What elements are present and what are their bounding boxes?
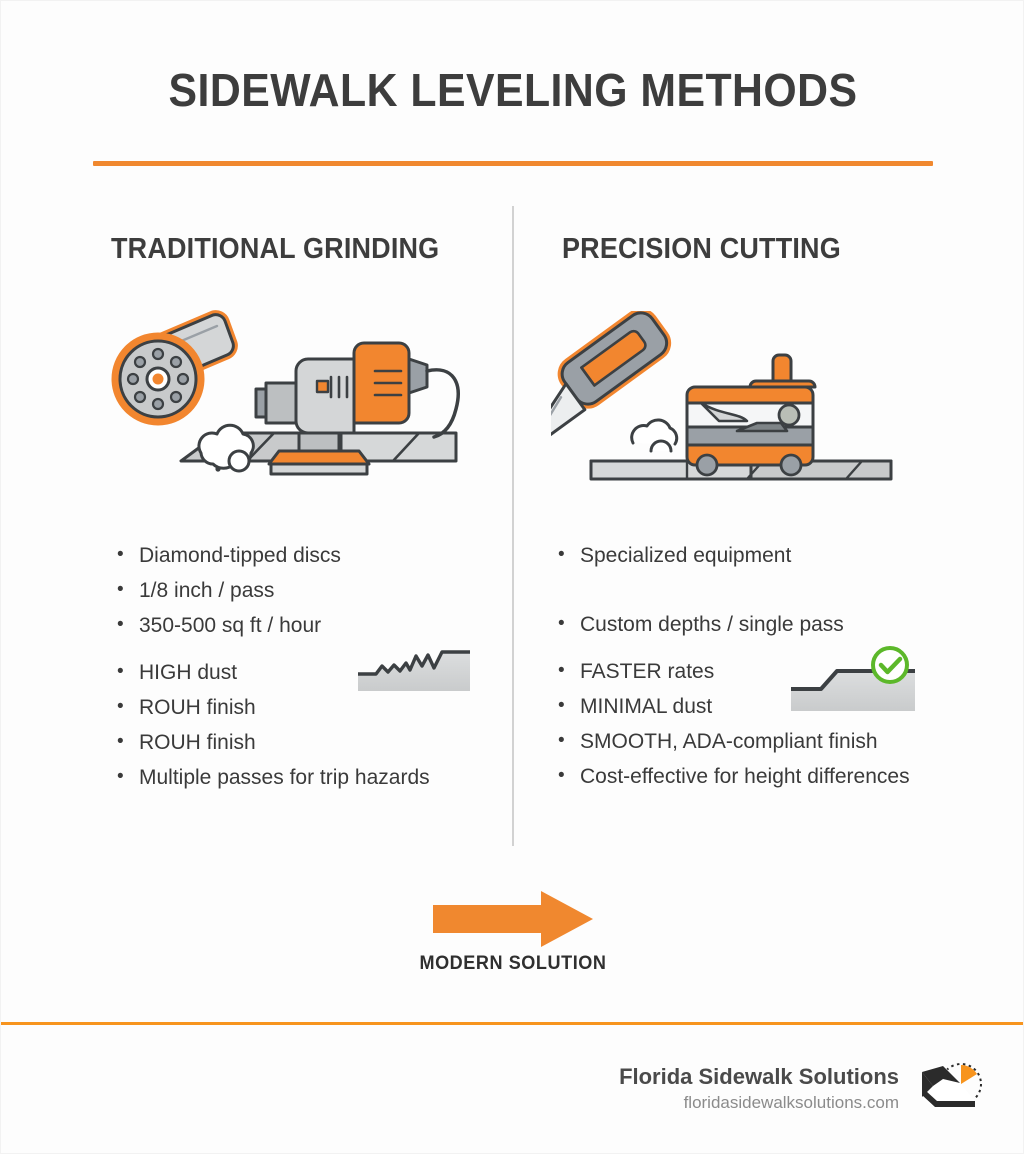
title-divider-rule	[93, 161, 933, 166]
list-item: • Cost-effective for height differences	[552, 764, 952, 789]
list-item: • MINIMAL dust	[552, 694, 952, 719]
florida-sidewalk-solutions-logo	[913, 1059, 987, 1119]
footer	[619, 1059, 987, 1119]
list-item: • HIGH dust	[111, 660, 501, 685]
list-item: • ROUH finish	[111, 730, 501, 755]
list-item: • Specialized equipment	[552, 543, 952, 568]
footer-text-block	[619, 1063, 899, 1115]
brand-name: Florida Sidewalk Solutions	[619, 1064, 899, 1089]
modern-solution-callout	[1, 891, 1024, 975]
utility-knife-and-precision-cutting-machine-illustration	[551, 311, 921, 501]
list-item: • FASTER rates	[552, 659, 952, 684]
rough-jagged-surface-profile	[358, 646, 470, 691]
list-item: • Diamond-tipped discs	[111, 543, 501, 568]
modern-solution-label: MODERN SOLUTION	[419, 953, 607, 974]
left-column-heading: TRADITIONAL GRINDING	[111, 233, 440, 265]
list-item: • 350-500 sq ft / hour	[111, 613, 501, 638]
brand-url[interactable]: floridasidewalksolutions.com	[683, 1093, 899, 1112]
column-divider	[512, 206, 514, 846]
angle-grinder-and-diamond-disc-illustration	[101, 301, 471, 501]
right-arrow-icon	[433, 891, 593, 947]
list-item: • ROUH finish	[111, 695, 501, 720]
right-column-heading: PRECISION CUTTING	[562, 233, 841, 265]
list-item: • Multiple passes for trip hazards	[111, 765, 501, 790]
page-title: SIDEWALK LEVELING METHODS	[168, 64, 858, 116]
list-item: • SMOOTH, ADA-compliant finish	[552, 729, 952, 754]
list-item: • 1/8 inch / pass	[111, 578, 501, 603]
list-item: • Custom depths / single pass	[552, 612, 952, 637]
green-check-circle-icon	[873, 648, 907, 682]
smooth-beveled-surface-profile	[791, 641, 915, 711]
footer-divider-rule	[1, 1022, 1024, 1025]
